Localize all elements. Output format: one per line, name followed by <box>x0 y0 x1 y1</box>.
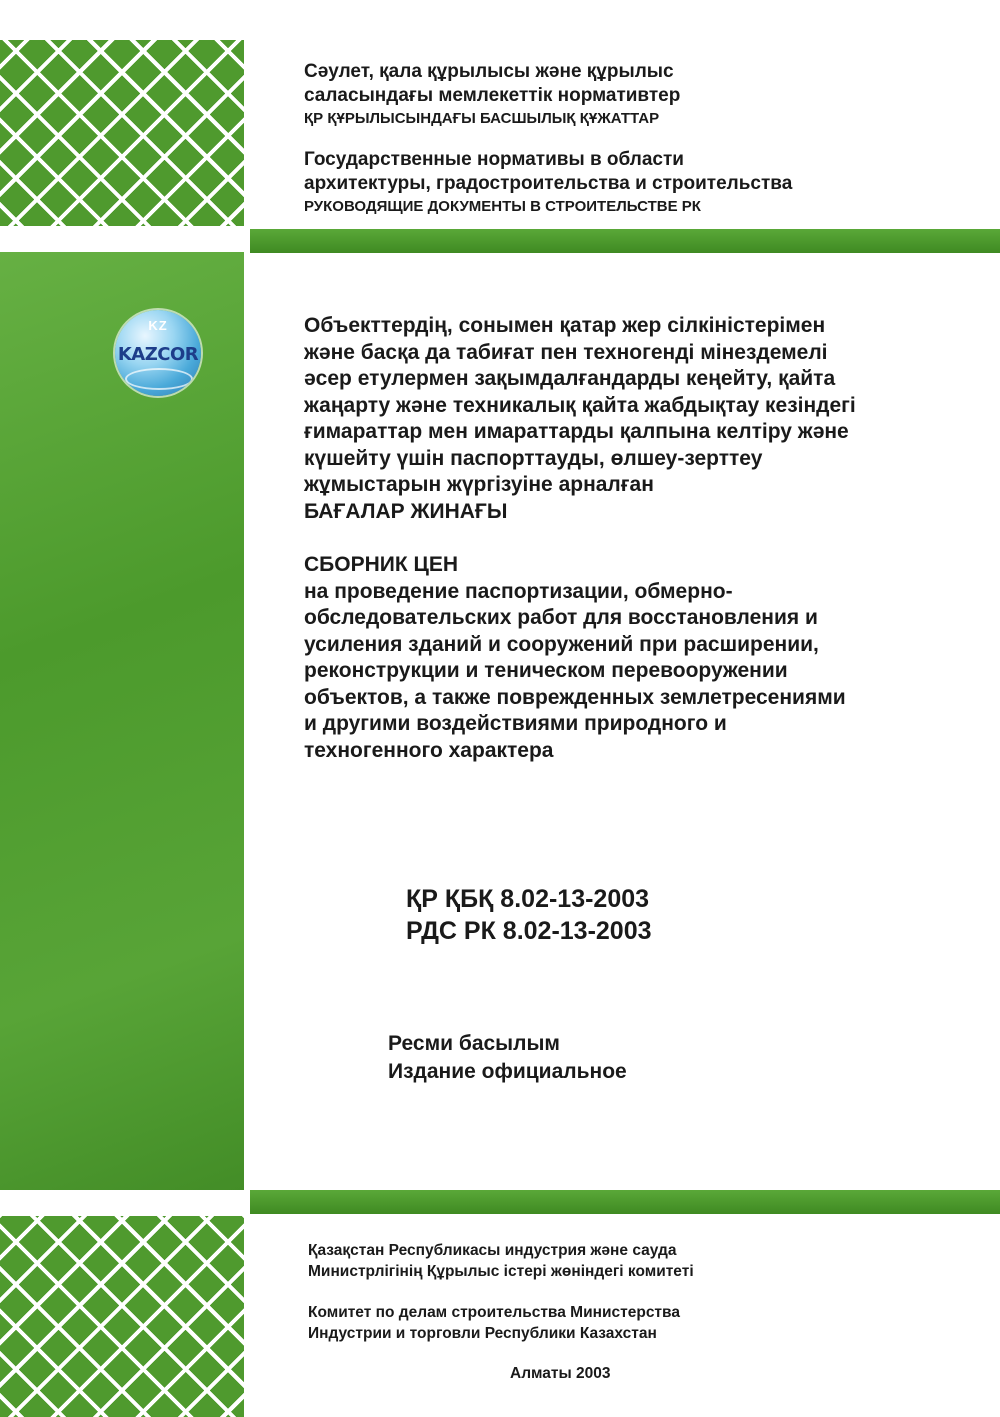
publisher-kazakh <box>308 1240 694 1282</box>
green-band-top <box>250 229 1000 253</box>
header-ru-caps: РУКОВОДЯЩИЕ ДОКУМЕНТЫ В СТРОИТЕЛЬСТВЕ РК <box>304 198 701 215</box>
title-ru-line: реконструкции и теническом перевооружении <box>304 659 788 682</box>
title-kz-line: және басқа да табиғат пен техногенді мінездемелі <box>304 340 828 364</box>
header-kazakh <box>304 60 680 130</box>
document-code-ru: РДС РК 8.02-13-2003 <box>406 917 652 945</box>
edition-kz: Ресми басылым <box>388 1032 560 1055</box>
title-ru-line: и другими воздействиями природного и <box>304 712 727 735</box>
publisher-kz-line: Министрлігінің Құрылыс істері жөніндегі комитеті <box>308 1263 694 1280</box>
title-russian <box>304 552 846 764</box>
document-code-kz: ҚР ҚБҚ 8.02-13-2003 <box>406 885 650 913</box>
header-russian <box>304 148 792 218</box>
title-ru-line: усиления зданий и сооружений при расширении, <box>304 632 819 656</box>
hologram-brand-text: KAZCOR <box>117 344 199 365</box>
publisher-kz-line: Қазақстан Республикасы индустрия және сауда <box>308 1242 677 1259</box>
document-codes <box>406 883 652 947</box>
title-kz-line: әсер етулермен зақымдалғандарды кеңейту, қайта <box>304 367 836 390</box>
title-ru-line: объектов, а также поврежденных землетресениями <box>304 685 846 709</box>
title-kz-line: Объекттердің, сонымен қатар жер сілкіністерімен <box>304 314 826 337</box>
title-ru-line: техногенного характера <box>304 738 554 762</box>
header-ru-line: Государственные нормативы в области <box>304 149 684 170</box>
edition-label <box>388 1030 627 1086</box>
city-year: Алматы 2003 <box>510 1365 611 1382</box>
title-kz-line: ғимараттар мен имараттарды қалпына келтіру және <box>304 420 849 443</box>
title-ru-heading: СБОРНИК ЦЕН <box>304 553 459 576</box>
hologram-sticker <box>115 310 201 396</box>
title-kz-line: күшейту үшін паспорттауды, өлшеу-зерттеу <box>304 446 763 470</box>
publisher-russian <box>308 1302 680 1344</box>
title-ru-line: на проведение паспортизации, обмерно- <box>304 579 733 603</box>
title-ru-line: обследовательских работ для восстановления и <box>304 606 818 629</box>
edition-ru: Издание официальное <box>388 1060 627 1083</box>
header-ru-line: архитектуры, градостроительства и строительства <box>304 173 793 194</box>
title-kz-line: жұмыстарын жүргізуіне арналған <box>304 473 654 496</box>
title-kz-heading: БАҒАЛАР ЖИНАҒЫ <box>304 499 508 523</box>
lattice-pattern-top <box>0 40 244 226</box>
header-kz-caps: ҚР ҚҰРЫЛЫСЫНДАҒЫ БАСШЫЛЫҚ ҚҰЖАТТАР <box>304 110 660 127</box>
header-kz-line: саласындағы мемлекеттік нормативтер <box>304 85 681 106</box>
green-band-bottom <box>250 1190 1000 1214</box>
publisher-ru-line: Индустрии и торговли Республики Казахстан <box>308 1325 657 1342</box>
title-kz-line: жаңарту және техникалық қайта жабдықтау кезіндегі <box>304 393 856 417</box>
green-side-panel <box>0 252 244 1190</box>
title-kazakh <box>304 313 856 525</box>
hologram-kz-text: KZ <box>148 318 168 333</box>
header-kz-line: Сәулет, қала құрылысы және құрылыс <box>304 61 674 82</box>
lattice-pattern-bottom <box>0 1216 244 1417</box>
publisher-ru-line: Комитет по делам строительства Министерства <box>308 1304 680 1321</box>
hologram-ring <box>125 368 193 390</box>
